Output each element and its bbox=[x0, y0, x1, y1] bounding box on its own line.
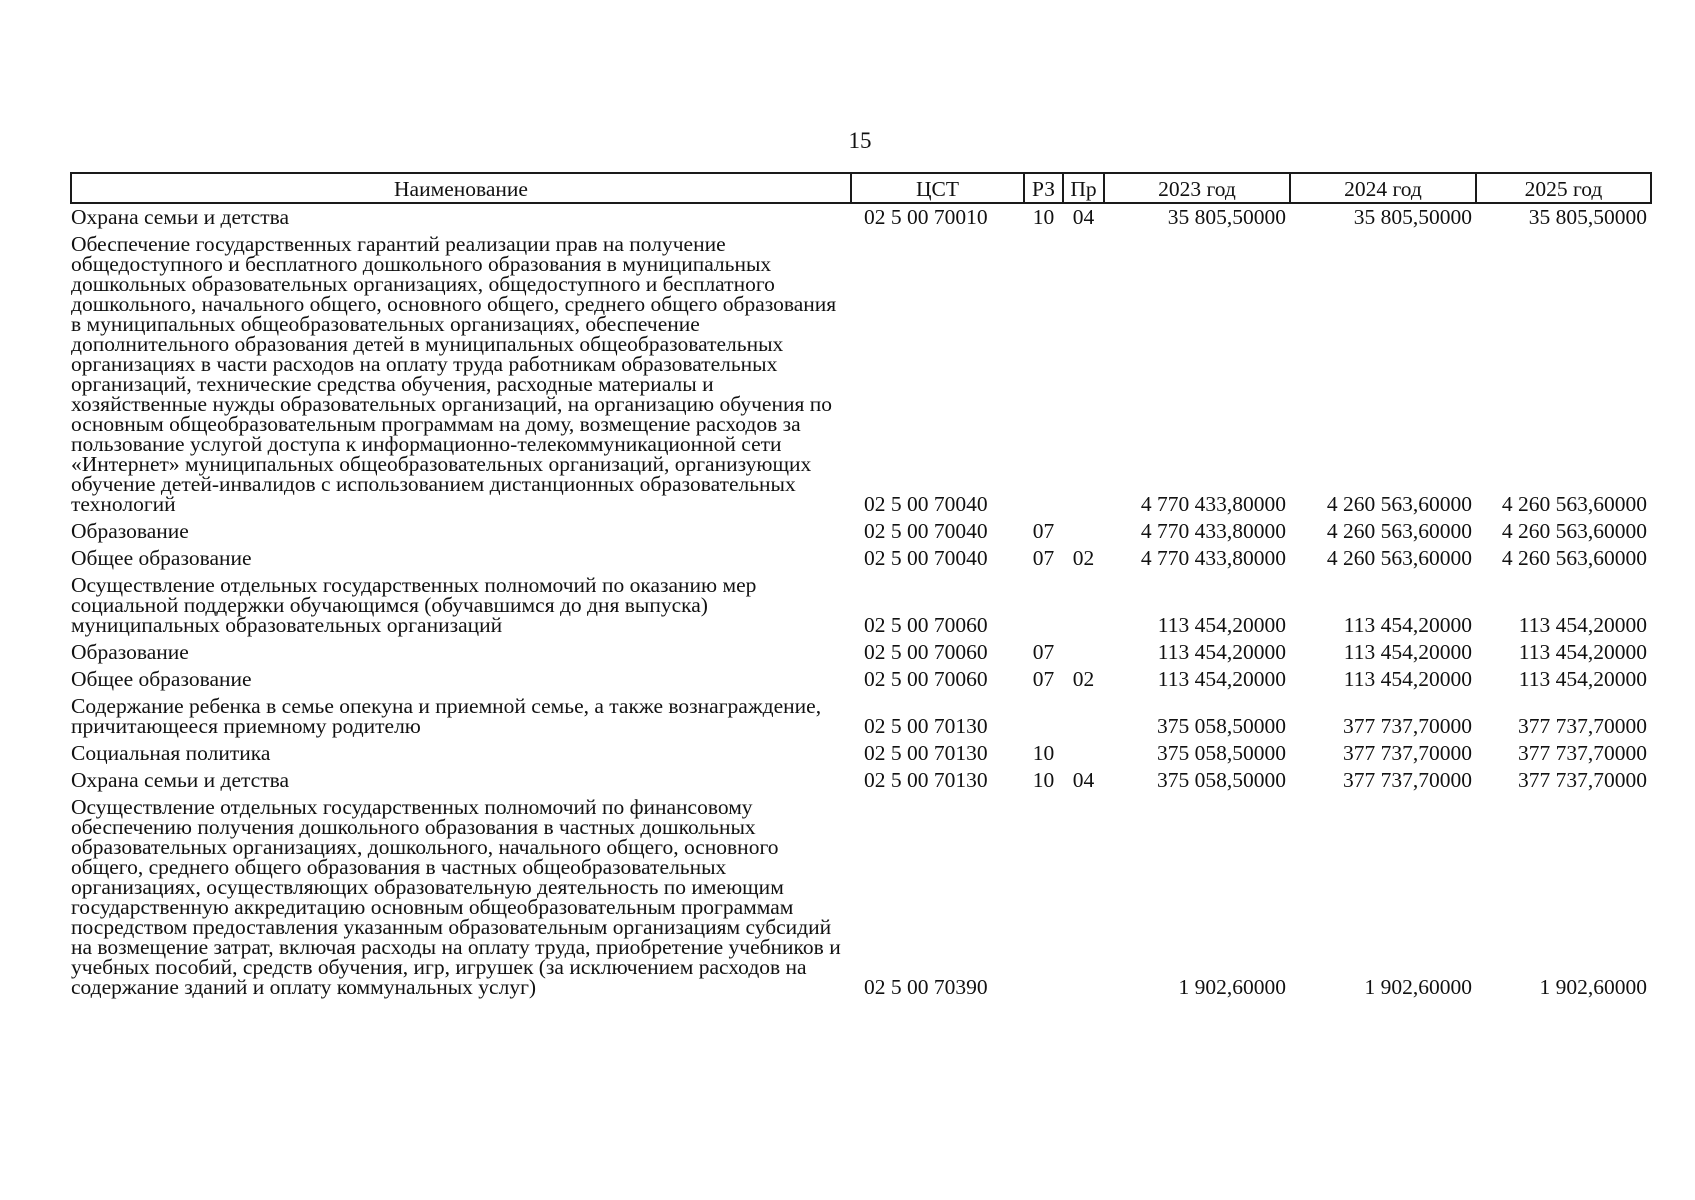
row-name: Содержание ребенка в семье опекуна и приемной семье, а также вознаграждение, причитающееся приемному родителю bbox=[71, 694, 822, 738]
row-2024: 4 260 563,60000 bbox=[1326, 546, 1472, 570]
table-body bbox=[71, 203, 1651, 1001]
row-2024: 113 454,20000 bbox=[1343, 667, 1472, 691]
row-rz: 10 bbox=[1032, 205, 1055, 229]
row-2023: 375 058,50000 bbox=[1157, 714, 1286, 738]
row-rz: 10 bbox=[1032, 741, 1055, 765]
row-2025: 4 260 563,60000 bbox=[1501, 492, 1647, 516]
row-name: Осуществление отдельных государственных полномочий по оказанию мер социальной поддержки обучающимся (обучавшимся до дня выпуска) муниципальных образовательных организаций bbox=[71, 573, 757, 637]
row-cst: 02 5 00 70040 bbox=[864, 546, 988, 570]
row-2025: 377 737,70000 bbox=[1518, 714, 1647, 738]
row-rz: 07 bbox=[1032, 546, 1055, 570]
table-row bbox=[71, 203, 1651, 231]
row-pr: 04 bbox=[1072, 768, 1095, 792]
row-2023: 4 770 433,80000 bbox=[1140, 546, 1286, 570]
row-pr: 02 bbox=[1072, 546, 1095, 570]
row-2024: 377 737,70000 bbox=[1343, 741, 1472, 765]
row-2025: 377 737,70000 bbox=[1518, 768, 1647, 792]
row-2025: 113 454,20000 bbox=[1518, 667, 1647, 691]
header-name: Наименование bbox=[71, 173, 851, 203]
header-2024: 2024 год bbox=[1290, 173, 1476, 203]
row-cst: 02 5 00 70060 bbox=[864, 613, 988, 637]
row-2024: 377 737,70000 bbox=[1343, 768, 1472, 792]
row-pr bbox=[1063, 572, 1104, 639]
row-2024: 4 260 563,60000 bbox=[1326, 519, 1472, 543]
row-2024: 377 737,70000 bbox=[1343, 714, 1472, 738]
row-2024: 4 260 563,60000 bbox=[1326, 492, 1472, 516]
row-2023: 35 805,50000 bbox=[1167, 205, 1286, 229]
row-rz: 10 bbox=[1032, 768, 1055, 792]
row-rz bbox=[1024, 231, 1063, 518]
row-cst: 02 5 00 70390 bbox=[864, 975, 988, 999]
table-row bbox=[71, 666, 1651, 693]
budget-table bbox=[70, 172, 1652, 1001]
row-2025: 377 737,70000 bbox=[1518, 741, 1647, 765]
row-cst: 02 5 00 70130 bbox=[864, 714, 988, 738]
row-2025: 35 805,50000 bbox=[1528, 205, 1647, 229]
row-pr bbox=[1063, 518, 1104, 545]
table-row bbox=[71, 693, 1651, 740]
row-name: Образование bbox=[71, 519, 189, 543]
row-pr bbox=[1063, 231, 1104, 518]
page-number: 15 bbox=[848, 128, 872, 153]
table-header bbox=[71, 173, 1651, 203]
row-pr bbox=[1063, 794, 1104, 1001]
row-rz: 07 bbox=[1032, 667, 1055, 691]
row-2023: 113 454,20000 bbox=[1157, 640, 1286, 664]
row-2025: 1 902,60000 bbox=[1539, 975, 1647, 999]
row-cst: 02 5 00 70040 bbox=[864, 492, 988, 516]
table-row bbox=[71, 740, 1651, 767]
header-cst: ЦСТ bbox=[851, 173, 1024, 203]
row-name: Образование bbox=[71, 640, 189, 664]
row-cst: 02 5 00 70040 bbox=[864, 519, 988, 543]
row-cst: 02 5 00 70130 bbox=[864, 741, 988, 765]
row-name: Общее образование bbox=[71, 667, 252, 691]
row-name: Обеспечение государственных гарантий реализации прав на получение общедоступного и бесплатного дошкольного образования в муниципальных дошкольных образовательных организациях, общедоступного и бесплатного дошкольного, начального общего, основного общего, среднего общего образования в муниципальных общеобразовательных организациях, обеспечение дополнительного образования детей в муниципальных общеобразовательных организациях в части расходов на оплату труда работникам образовательных организаций, технические средства обучения, расходные материалы и хозяйственные нужды образовательных организаций, на организацию обучения по основным общеобразовательным программам на дому, возмещение расходов за пользование услугой доступа к информационно-телекоммуникационной сети «Интернет» муниципальных общеобразовательных организаций, организующих обучение детей-инвалидов с использованием дистанционных образовательных технологий bbox=[71, 232, 837, 516]
row-pr bbox=[1063, 740, 1104, 767]
row-rz bbox=[1024, 693, 1063, 740]
row-rz: 07 bbox=[1032, 519, 1055, 543]
row-cst: 02 5 00 70060 bbox=[864, 667, 988, 691]
row-2023: 113 454,20000 bbox=[1157, 613, 1286, 637]
row-rz bbox=[1024, 572, 1063, 639]
row-2024: 113 454,20000 bbox=[1343, 613, 1472, 637]
row-2025: 4 260 563,60000 bbox=[1501, 546, 1647, 570]
row-2023: 375 058,50000 bbox=[1157, 768, 1286, 792]
row-2025: 113 454,20000 bbox=[1518, 613, 1647, 637]
row-name: Охрана семьи и детства bbox=[71, 768, 290, 792]
row-2024: 1 902,60000 bbox=[1364, 975, 1472, 999]
header-2025: 2025 год bbox=[1476, 173, 1651, 203]
row-name: Социальная политика bbox=[71, 741, 271, 765]
row-pr bbox=[1063, 639, 1104, 666]
table-row bbox=[71, 572, 1651, 639]
row-2025: 4 260 563,60000 bbox=[1501, 519, 1647, 543]
row-2023: 4 770 433,80000 bbox=[1140, 492, 1286, 516]
row-2024: 35 805,50000 bbox=[1353, 205, 1472, 229]
header-2023: 2023 год bbox=[1104, 173, 1290, 203]
row-2023: 1 902,60000 bbox=[1178, 975, 1286, 999]
row-cst: 02 5 00 70060 bbox=[864, 640, 988, 664]
row-pr: 02 bbox=[1072, 667, 1095, 691]
row-2024: 113 454,20000 bbox=[1343, 640, 1472, 664]
header-pr: Пр bbox=[1063, 173, 1104, 203]
row-pr bbox=[1063, 693, 1104, 740]
table-row bbox=[71, 545, 1651, 572]
table-row bbox=[71, 639, 1651, 666]
row-2025: 113 454,20000 bbox=[1518, 640, 1647, 664]
row-rz: 07 bbox=[1032, 640, 1055, 664]
header-row bbox=[71, 173, 1651, 203]
row-name: Общее образование bbox=[71, 546, 252, 570]
row-2023: 4 770 433,80000 bbox=[1140, 519, 1286, 543]
row-name: Охрана семьи и детства bbox=[71, 205, 290, 229]
row-rz bbox=[1024, 794, 1063, 1001]
table-row bbox=[71, 518, 1651, 545]
header-rz: РЗ bbox=[1024, 173, 1063, 203]
row-cst: 02 5 00 70130 bbox=[864, 768, 988, 792]
row-name: Осуществление отдельных государственных полномочий по финансовому обеспечению получения дошкольного образования в частных дошкольных образовательных организациях, дошкольного, начального общего, основного общего, среднего общего образования в частных общеобразовательных организациях, осуществляющих образовательную деятельность по имеющим государственную аккредитацию основным общеобразовательным программам посредством предоставления указанным образовательным организациям субсидий на возмещение затрат, включая расходы на оплату труда, приобретение учебников и учебных пособий, средств обучения, игр, игрушек (за исключением расходов на содержание зданий и оплату коммунальных услуг) bbox=[71, 795, 841, 999]
table-row bbox=[71, 231, 1651, 518]
table-row bbox=[71, 794, 1651, 1001]
row-2023: 113 454,20000 bbox=[1157, 667, 1286, 691]
table-row bbox=[71, 767, 1651, 794]
row-pr: 04 bbox=[1072, 205, 1095, 229]
row-2023: 375 058,50000 bbox=[1157, 741, 1286, 765]
row-cst: 02 5 00 70010 bbox=[864, 205, 988, 229]
